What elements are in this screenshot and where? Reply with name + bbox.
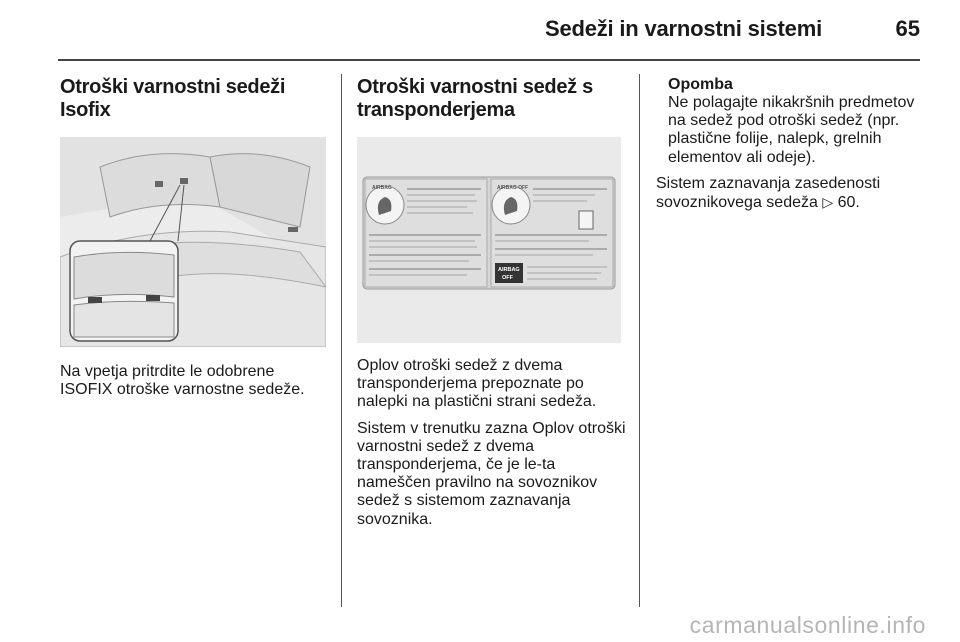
header-title: Sedeži in varnostni sistemi [544,16,822,41]
column-divider [341,74,342,607]
airbag-off-indicator-top: AIRBAG [498,267,520,273]
transponder-label-illustration [357,137,621,343]
airbag-badge-left: AIRBAG [372,185,392,191]
page-number: 65 [895,16,920,41]
isofix-seat-illustration [60,137,326,347]
section-heading-isofix: Otroški varnostni sedeži Isofix [60,76,286,121]
column-transponder [357,76,627,529]
system-reference [656,175,926,212]
column-divider [639,74,640,607]
isofix-text: Na vpetja pritrdite le odobrene ISOFIX otroške varnostne sedeže. [60,363,305,399]
transponder-text-2: Sistem v trenutku zazna Oplov otroški varnostni sedež z dvema transponderjema, če je le-ta nameščen pravilno na sovoznikov sedež s sistemom zaznavanja sovoznika. [357,419,626,528]
watermark: carmanualsonline.info [689,612,926,638]
note-box [656,76,926,167]
transponder-text-1: Oplov otroški sedež z dvema transponderjema prepoznate po nalepki na plastični strani sedeža. [357,357,597,411]
arrow-ref-icon: ▷ [822,194,834,211]
note-title: Opomba [668,76,733,93]
note-text: Ne polagajte nikakršnih predmetov na sedež pod otroški sedež (npr. plastične folije, nalepk, grelnih elementov ali odeje). [668,94,915,166]
section-heading-transponder: Otroški varnostni sedež s transponderjema [357,76,593,121]
page-link[interactable]: 60. [837,194,860,212]
airbag-off-indicator-bottom: OFF [502,275,513,281]
airbag-off-badge: AIRBAG OFF [497,185,529,191]
column-note [656,76,926,212]
column-isofix [60,76,328,399]
header-rule [58,59,920,61]
system-text: Sistem zaznavanja zasedenosti sovoznikovega sedeža [656,174,881,212]
